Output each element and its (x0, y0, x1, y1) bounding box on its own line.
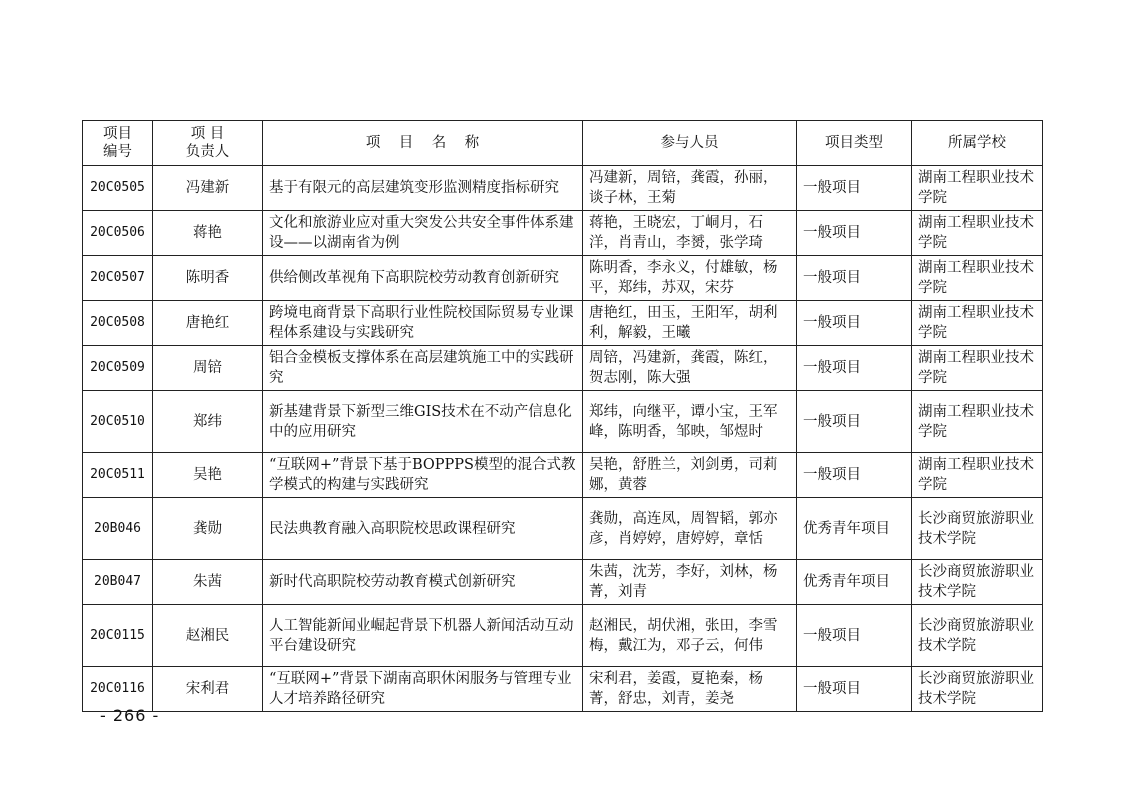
table-row (83, 166, 1043, 211)
leader-cell: 朱茜 (153, 560, 263, 605)
school-cell: 湖南工程职业技术学院 (912, 346, 1043, 391)
table-row (83, 211, 1043, 256)
project-type-cell: 一般项目 (797, 605, 912, 667)
leader-cell: 郑纬 (153, 391, 263, 453)
table-row (83, 301, 1043, 346)
table-row (83, 667, 1043, 712)
project-id-cell: 20C0508 (83, 301, 153, 346)
header-leader: 项 目 负责人 (153, 121, 263, 166)
project-name-cell: 基于有限元的高层建筑变形监测精度指标研究 (263, 166, 583, 211)
project-name-cell: 文化和旅游业应对重大突发公共安全事件体系建设——以湖南省为例 (263, 211, 583, 256)
leader-cell: 宋利君 (153, 667, 263, 712)
members-cell: 陈明香，李永义，付雄敏，杨平，郑纬，苏双，宋芬 (583, 256, 797, 301)
project-table (82, 120, 1043, 712)
project-name-cell: 跨境电商背景下高职行业性院校国际贸易专业课程体系建设与实践研究 (263, 301, 583, 346)
table-row (83, 605, 1043, 667)
project-type-cell: 一般项目 (797, 391, 912, 453)
members-cell: 周锫，冯建新，龚霞，陈红，贺志刚，陈大强 (583, 346, 797, 391)
project-name-cell: 新基建背景下新型三维GIS技术在不动产信息化中的应用研究 (263, 391, 583, 453)
school-cell: 湖南工程职业技术学院 (912, 301, 1043, 346)
school-cell: 长沙商贸旅游职业技术学院 (912, 605, 1043, 667)
school-cell: 湖南工程职业技术学院 (912, 211, 1043, 256)
table-body (83, 166, 1043, 712)
project-type-cell: 优秀青年项目 (797, 560, 912, 605)
school-cell: 湖南工程职业技术学院 (912, 166, 1043, 211)
school-cell: 长沙商贸旅游职业技术学院 (912, 667, 1043, 712)
project-id-cell: 20B047 (83, 560, 153, 605)
header-members: 参与人员 (583, 121, 797, 166)
table-row (83, 391, 1043, 453)
table-header-row (83, 121, 1043, 166)
members-cell: 宋利君，姜霞，夏艳秦，杨菁，舒忠，刘青，姜尧 (583, 667, 797, 712)
table-row (83, 498, 1043, 560)
project-name-cell: “互联网+”背景下基于BOPPPS模型的混合式教学模式的构建与实践研究 (263, 453, 583, 498)
project-name-cell: 人工智能新闻业崛起背景下机器人新闻活动互动平台建设研究 (263, 605, 583, 667)
table-row (83, 256, 1043, 301)
table-row (83, 346, 1043, 391)
members-cell: 赵湘民，胡伏湘，张田，李雪梅，戴江为，邓子云，何伟 (583, 605, 797, 667)
members-cell: 吴艳，舒胜兰，刘剑勇，司莉娜，黄蓉 (583, 453, 797, 498)
project-type-cell: 一般项目 (797, 256, 912, 301)
project-name-cell: “互联网+”背景下湖南高职休闲服务与管理专业人才培养路径研究 (263, 667, 583, 712)
leader-cell: 蒋艳 (153, 211, 263, 256)
project-id-cell: 20C0511 (83, 453, 153, 498)
leader-cell: 赵湘民 (153, 605, 263, 667)
project-type-cell: 一般项目 (797, 667, 912, 712)
project-id-cell: 20C0115 (83, 605, 153, 667)
members-cell: 朱茜，沈芳，李好，刘林，杨菁，刘青 (583, 560, 797, 605)
table-row (83, 560, 1043, 605)
project-id-cell: 20B046 (83, 498, 153, 560)
project-type-cell: 一般项目 (797, 166, 912, 211)
header-project-name: 项 目 名 称 (263, 121, 583, 166)
project-type-cell: 一般项目 (797, 453, 912, 498)
leader-cell: 冯建新 (153, 166, 263, 211)
members-cell: 冯建新，周锫，龚霞，孙丽，谈子林，王菊 (583, 166, 797, 211)
header-school: 所属学校 (912, 121, 1043, 166)
project-name-cell: 新时代高职院校劳动教育模式创新研究 (263, 560, 583, 605)
header-project-type: 项目类型 (797, 121, 912, 166)
project-id-cell: 20C0509 (83, 346, 153, 391)
table-row (83, 453, 1043, 498)
leader-cell: 吴艳 (153, 453, 263, 498)
project-type-cell: 一般项目 (797, 301, 912, 346)
school-cell: 湖南工程职业技术学院 (912, 391, 1043, 453)
leader-cell: 陈明香 (153, 256, 263, 301)
project-type-cell: 一般项目 (797, 346, 912, 391)
project-name-cell: 供给侧改革视角下高职院校劳动教育创新研究 (263, 256, 583, 301)
project-name-cell: 铝合金模板支撑体系在高层建筑施工中的实践研究 (263, 346, 583, 391)
members-cell: 龚勋，高连凤，周智韬，郭亦彦，肖婷婷，唐婷婷，章恬 (583, 498, 797, 560)
project-id-cell: 20C0510 (83, 391, 153, 453)
project-id-cell: 20C0506 (83, 211, 153, 256)
leader-cell: 周锫 (153, 346, 263, 391)
members-cell: 蒋艳，王晓宏，丁峒月，石洋，肖青山，李赟，张学琦 (583, 211, 797, 256)
leader-cell: 龚勋 (153, 498, 263, 560)
project-id-cell: 20C0116 (83, 667, 153, 712)
school-cell: 长沙商贸旅游职业技术学院 (912, 560, 1043, 605)
school-cell: 湖南工程职业技术学院 (912, 256, 1043, 301)
header-project-id: 项目 编号 (83, 121, 153, 166)
school-cell: 湖南工程职业技术学院 (912, 453, 1043, 498)
members-cell: 郑纬，向继平，谭小宝，王军峰，陈明香，邹映，邹煜时 (583, 391, 797, 453)
project-type-cell: 一般项目 (797, 211, 912, 256)
members-cell: 唐艳红，田玉，王阳军，胡利利，解毅，王曦 (583, 301, 797, 346)
school-cell: 长沙商贸旅游职业技术学院 (912, 498, 1043, 560)
project-type-cell: 优秀青年项目 (797, 498, 912, 560)
project-id-cell: 20C0507 (83, 256, 153, 301)
project-id-cell: 20C0505 (83, 166, 153, 211)
leader-cell: 唐艳红 (153, 301, 263, 346)
page-number: - 266 - (100, 706, 160, 725)
project-name-cell: 民法典教育融入高职院校思政课程研究 (263, 498, 583, 560)
